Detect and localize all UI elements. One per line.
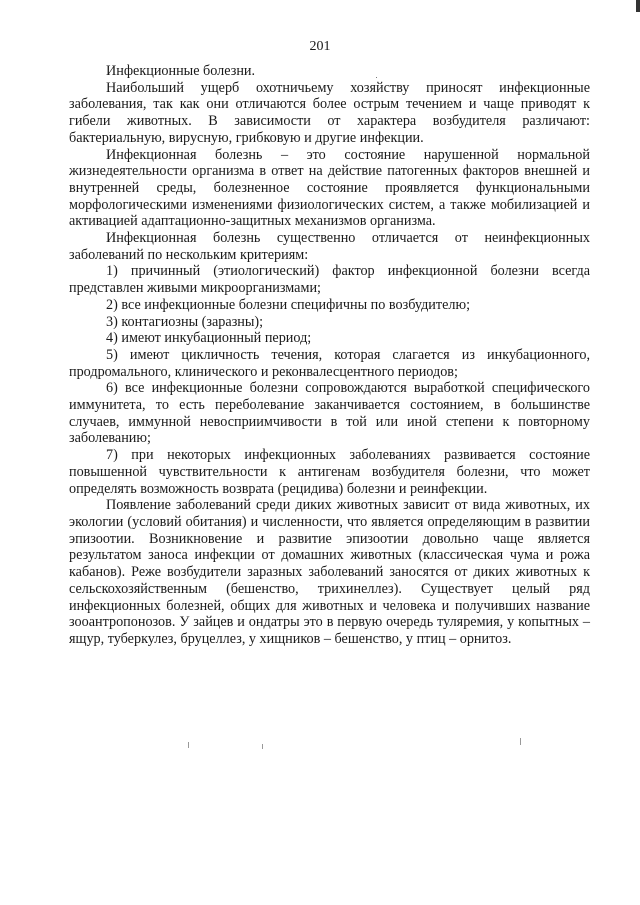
document-text bbox=[69, 63, 590, 648]
section-heading: Инфекционные болезни. bbox=[106, 63, 256, 79]
page-number: 201 bbox=[309, 39, 331, 54]
scan-artifact bbox=[262, 744, 263, 749]
paragraph-damage: Наибольший ущерб охотничьему хозяйству приносят инфекционные заболевания, так как они отличаются более острым течением и чаще приводят к гибели животных. В зависимости от характера возбудителя различают: бактериальную, вирусную, грибковую и другие инфекции. bbox=[69, 79, 590, 146]
list-item-criterion-7: 7) при некоторых инфекционных заболеваниях развивается состояние повышенной чувствительности к антигенам возбудителя болезни, что может определять возможность возврата (рецидива) болезни и реинфекции. bbox=[69, 447, 590, 497]
list-item-criterion-5: 5) имеют цикличность течения, которая слагается из инкубационного, продромального, клинического и реконвалесцентного периодов; bbox=[69, 346, 590, 380]
list-item-criterion-2: 2) все инфекционные болезни специфичны по возбудителю; bbox=[106, 296, 471, 313]
list-item-criterion-4: 4) имеют инкубационный период; bbox=[106, 330, 312, 347]
paragraph-criteria-intro: Инфекционная болезнь существенно отличается от неинфекционных заболеваний по нескольким критериям: bbox=[69, 230, 590, 263]
scan-artifact bbox=[520, 738, 521, 745]
paragraph-epizootics: Появление заболеваний среди диких животных зависит от вида животных, их экологии (условий обитания) и численности, что является определяющим в развитии эпизоотии. Возникновение и развитие эпизоотии довольно чаще является результатом заноса инфекции от домашних животных (классическая чума и рожа кабанов). Реже возбудители заразных заболеваний заносятся от диких животных к сельскохозяйственным (бешенство, трихинеллез). Существует целый ряд инфекционных болезней, общих для животных и человека и получивших название зооантропонозов. У зайцев и ондатры это в первую очередь туляремия, у копытных – ящур, туберкулез, бруцеллез, у хищников – бешенство, у птиц – орнитоз. bbox=[69, 497, 590, 647]
list-item-criterion-6: 6) все инфекционные болезни сопровождаются выработкой специфического иммунитета, то есть переболевание заканчивается состоянием, в большинстве случаев, иммунной невосприимчивости в той или иной степени к повторному заболеванию; bbox=[69, 380, 590, 447]
paragraph-definition: Инфекционная болезнь – это состояние нарушенной нормальной жизнедеятельности организма в ответ на действие патогенных факторов внешней и внутренней среды, болезненное состояние проявляется функциональными морфологическими изменениями физиологических систем, а также мобилизацией и активацией адаптационно-защитных механизмов организма. bbox=[69, 146, 590, 230]
list-item-criterion-1: 1) причинный (этиологический) фактор инфекционной болезни всегда представлен живыми микроорганизмами; bbox=[69, 263, 590, 297]
scan-artifact bbox=[376, 77, 377, 78]
scan-artifact bbox=[188, 742, 189, 748]
list-item-criterion-3: 3) контагиозны (заразны); bbox=[106, 313, 264, 330]
scan-corner-mark bbox=[636, 0, 640, 12]
